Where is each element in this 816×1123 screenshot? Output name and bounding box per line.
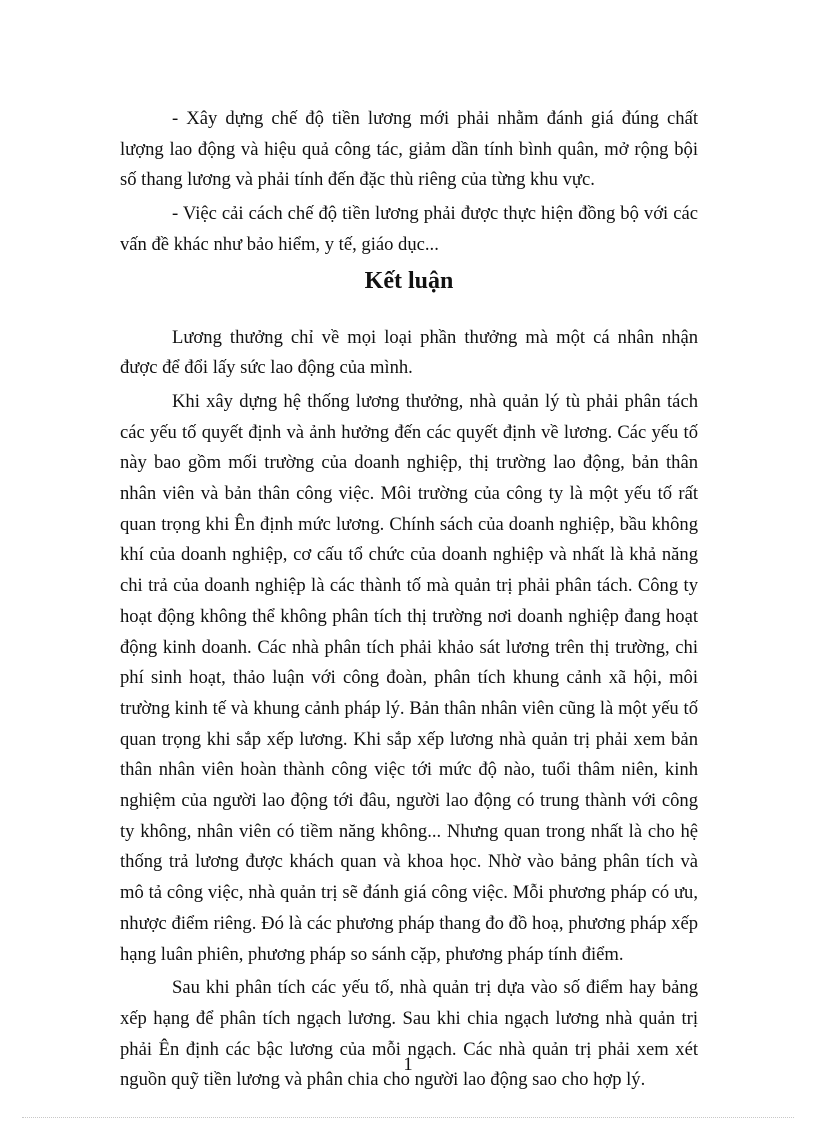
bullet-paragraph-synchronous-reform: - Việc cải cách chế độ tiền lương phải được thực hiện đồng bộ với các vấn đề khác như bảo hiểm, y tế, giáo dục... <box>120 203 698 255</box>
document-body <box>120 104 698 1096</box>
page-bottom-divider <box>22 1117 794 1118</box>
section-heading-conclusion: Kết luận <box>364 267 454 294</box>
paragraph-definition: Lương thưởng chỉ về mọi loại phần thưởng mà một cá nhân nhận được để đổi lấy sức lao động của mình. <box>120 326 698 379</box>
page-number: 1 <box>403 1054 413 1075</box>
paragraph-salary-grades: Sau khi phân tích các yếu tố, nhà quản trị dựa vào số điểm hay bảng xếp hạng để phân tích ngạch lương. Sau khi chia ngạch lương nhà quản trị phải Ên định các bậc lương của mỗi ngạch. Các nhà quản trị phải xem xét nguồn quỹ tiền lương và phân chia cho người lao động sao cho hợp lý. <box>120 977 698 1091</box>
bullet-paragraph-salary-reform: - Xây dựng chế độ tiền lương mới phải nhằm đánh giá đúng chất lượng lao động và hiệu quả công tác, giảm dần tính bình quân, mở rộng bội số thang lương và phải tính đến đặc thù riêng của từng khu vực. <box>120 108 698 191</box>
paragraph-salary-system: Khi xây dựng hệ thống lương thưởng, nhà quản lý tù phải phân tách các yếu tố quyết định và ảnh hưởng đến các quyết định về lương. Các yếu tố này bao gồm mối trường của doanh nghiệp, thị trường lao động, bản thân nhân viên và bản thân công việc. Môi trường của công ty là một yếu tố rất quan trọng khi Ên định mức lương. Chính sách của doanh nghiệp, bầu không khí của doanh nghiệp, cơ cấu tổ chức của doanh nghiệp và nhất là khả năng chi trả của doanh nghiệp là các thành tố mà quản trị phải phân tách. Công ty hoạt động không thể không phân tích thị trường nơi doanh nghiệp đang hoạt động kinh doanh. Các nhà phân tích phải khảo sát lương trên thị trường, chi phí sinh hoạt, thảo luận với công đoàn, phân tích khung cảnh xã hội, môi trường kinh tế và khung cảnh pháp lý. Bản thân nhân viên cũng là một yếu tố quan trọng khi sắp xếp lương. Khi sắp xếp lương nhà quản trị phải xem bản thân nhân viên hoàn thành công việc tới mức độ nào, tuổi thâm niên, kinh nghiệm của người lao động tới đâu, người lao động có trung thành với công ty không, nhân viên có tiềm năng không... Nhưng quan trong nhất là cho hệ thống trả lương được khách quan và khoa học. Nhờ vào bảng phân tích và mô tả công việc, nhà quản trị sẽ đánh giá công việc. Mỗi phương pháp có ưu, nhược điểm riêng. Đó là các phương pháp thang đo đồ hoạ, phương pháp xếp hạng luân phiên, phương pháp so sánh cặp, phương pháp tính điểm. <box>120 390 698 965</box>
